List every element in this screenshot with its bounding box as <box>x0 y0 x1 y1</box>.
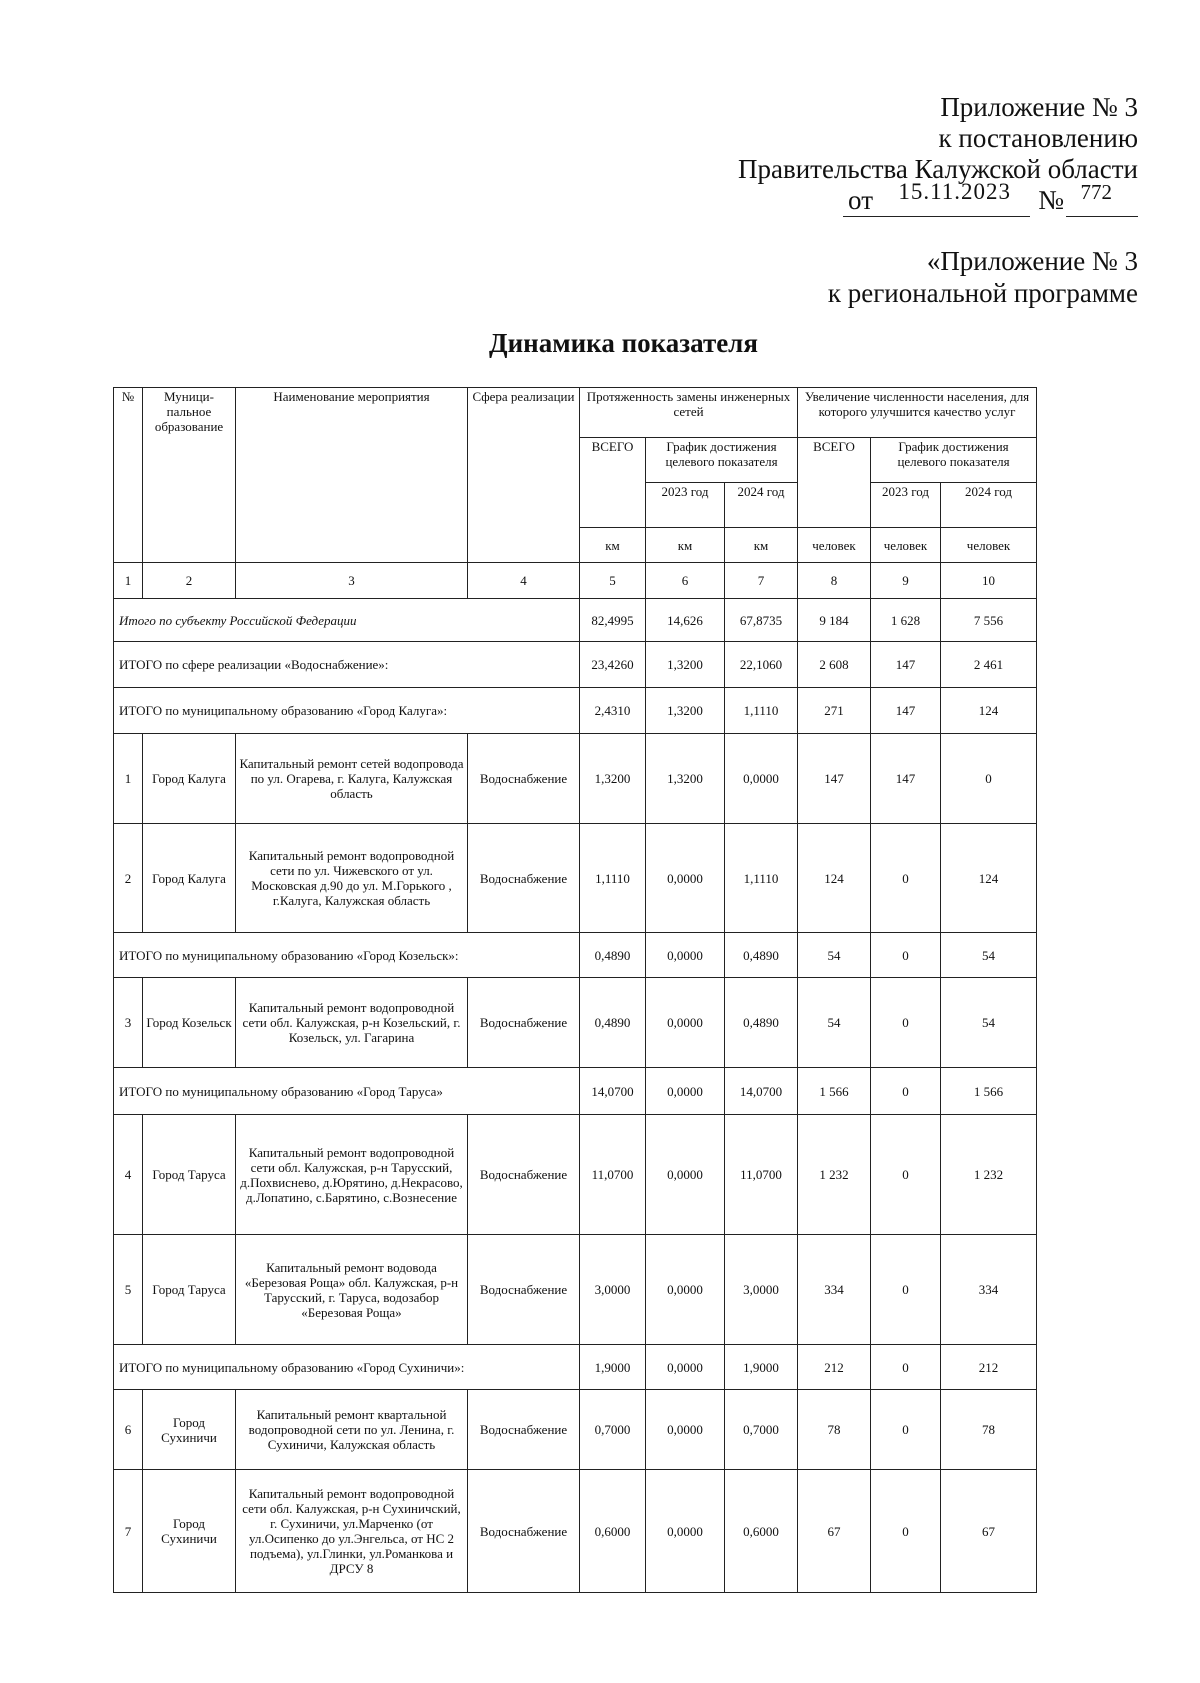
length-total-cell: 0,6000 <box>580 1470 646 1593</box>
sphere-cell: Водоснабжение <box>468 1470 580 1593</box>
header-length-2024: 2024 год <box>725 483 798 528</box>
length-total-cell: 82,4995 <box>580 599 646 642</box>
population-2023-cell: 147 <box>871 642 941 688</box>
municipality-cell: Город Козельск <box>143 978 236 1068</box>
municipality-cell: Город Калуга <box>143 734 236 824</box>
length-total-cell: 0,7000 <box>580 1390 646 1470</box>
subtotal-row <box>114 642 1037 688</box>
length-2023-cell: 0,0000 <box>646 1068 725 1115</box>
event-cell: Капитальный ремонт водопроводной сети по ул. Чижевского от ул. Московская д.90 до ул. М.Горького , г.Калуга, Калужская область <box>236 824 468 933</box>
header-population-group: Увеличение численности населения, для которого улучшится качество услуг <box>798 388 1037 438</box>
population-2024-cell: 1 566 <box>941 1068 1037 1115</box>
document-title: Динамика показателя <box>489 328 758 358</box>
municipality-cell: Город Таруса <box>143 1115 236 1235</box>
length-2023-cell: 14,626 <box>646 599 725 642</box>
length-total-cell: 11,0700 <box>580 1115 646 1235</box>
subtotal-label: ИТОГО по сфере реализации «Водоснабжение»: <box>114 642 580 688</box>
population-2023-cell: 147 <box>871 734 941 824</box>
date-underline <box>843 216 1030 217</box>
header-length-group: Протяженность замены инженерных сетей <box>580 388 798 438</box>
column-number-row <box>114 563 1037 599</box>
length-2023-cell: 0,0000 <box>646 1390 725 1470</box>
from-label: от <box>848 185 873 215</box>
length-2024-cell: 0,0000 <box>725 734 798 824</box>
length-2023-cell: 1,3200 <box>646 642 725 688</box>
length-total-cell: 23,4260 <box>580 642 646 688</box>
column-number: 8 <box>798 563 871 599</box>
header-line-decree: к постановлению <box>938 123 1138 153</box>
column-number: 9 <box>871 563 941 599</box>
header-population-2023: 2023 год <box>871 483 941 528</box>
population-2024-cell: 334 <box>941 1235 1037 1345</box>
header-population-total: ВСЕГО <box>798 438 871 528</box>
unit-people-total: человек <box>798 528 871 563</box>
population-total-cell: 147 <box>798 734 871 824</box>
event-cell: Капитальный ремонт водопроводной сети обл. Калужская, р-н Тарусский, д.Похвиснево, д.Юрятино, д.Некрасово, д.Лопатино, с.Барятино, с.Вознесение <box>236 1115 468 1235</box>
unit-people-2024: человек <box>941 528 1037 563</box>
length-2023-cell: 0,0000 <box>646 978 725 1068</box>
population-2024-cell: 54 <box>941 933 1037 978</box>
header-population-2024: 2024 год <box>941 483 1037 528</box>
date-number-line <box>738 179 1138 225</box>
subtotal-label: ИТОГО по муниципальному образованию «Город Калуга»: <box>114 688 580 734</box>
municipality-cell: Город Сухиничи <box>143 1470 236 1593</box>
length-total-cell: 14,0700 <box>580 1068 646 1115</box>
municipality-cell: Город Таруса <box>143 1235 236 1345</box>
sphere-cell: Водоснабжение <box>468 1390 580 1470</box>
column-number: 1 <box>114 563 143 599</box>
length-2024-cell: 1,9000 <box>725 1345 798 1390</box>
population-2024-cell: 2 461 <box>941 642 1037 688</box>
length-2024-cell: 3,0000 <box>725 1235 798 1345</box>
population-2024-cell: 78 <box>941 1390 1037 1470</box>
subtotal-row <box>114 688 1037 734</box>
header-line-appendix: Приложение № 3 <box>940 92 1138 122</box>
length-total-cell: 1,1110 <box>580 824 646 933</box>
subtotal-label: ИТОГО по муниципальному образованию «Город Козельск»: <box>114 933 580 978</box>
unit-km-total: км <box>580 528 646 563</box>
length-2024-cell: 11,0700 <box>725 1115 798 1235</box>
population-2023-cell: 0 <box>871 978 941 1068</box>
header-population-schedule: График достижения целевого показателя <box>871 438 1037 483</box>
population-2023-cell: 0 <box>871 1390 941 1470</box>
row-number: 4 <box>114 1115 143 1235</box>
length-total-cell: 2,4310 <box>580 688 646 734</box>
table-row <box>114 1115 1037 1235</box>
length-total-cell: 3,0000 <box>580 1235 646 1345</box>
decree-date: 15.11.2023 <box>898 179 1011 204</box>
column-number: 6 <box>646 563 725 599</box>
row-number: 1 <box>114 734 143 824</box>
population-2023-cell: 0 <box>871 933 941 978</box>
length-2023-cell: 0,0000 <box>646 1470 725 1593</box>
row-number: 7 <box>114 1470 143 1593</box>
unit-people-2023: человек <box>871 528 941 563</box>
row-number: 3 <box>114 978 143 1068</box>
population-2024-cell: 1 232 <box>941 1115 1037 1235</box>
population-2023-cell: 0 <box>871 1115 941 1235</box>
decree-number: 772 <box>1080 180 1112 204</box>
population-2023-cell: 0 <box>871 824 941 933</box>
header-length-total: ВСЕГО <box>580 438 646 528</box>
length-2024-cell: 67,8735 <box>725 599 798 642</box>
indicator-table <box>113 387 1037 1593</box>
population-2023-cell: 0 <box>871 1345 941 1390</box>
population-total-cell: 271 <box>798 688 871 734</box>
header-length-schedule: График достижения целевого показателя <box>646 438 798 483</box>
population-2023-cell: 0 <box>871 1068 941 1115</box>
municipality-cell: Город Калуга <box>143 824 236 933</box>
header-sphere: Сфера реализации <box>468 388 580 563</box>
length-2024-cell: 14,0700 <box>725 1068 798 1115</box>
column-number: 3 <box>236 563 468 599</box>
length-2023-cell: 0,0000 <box>646 824 725 933</box>
population-total-cell: 9 184 <box>798 599 871 642</box>
header-row-1 <box>114 388 1037 438</box>
column-number: 5 <box>580 563 646 599</box>
length-2023-cell: 0,0000 <box>646 1235 725 1345</box>
population-total-cell: 2 608 <box>798 642 871 688</box>
event-cell: Капитальный ремонт водопроводной сети обл. Калужская, р-н Козельский, г. Козельск, ул. Гагарина <box>236 978 468 1068</box>
length-2024-cell: 22,1060 <box>725 642 798 688</box>
length-total-cell: 0,4890 <box>580 978 646 1068</box>
table-row <box>114 1390 1037 1470</box>
event-cell: Капитальный ремонт квартальной водопроводной сети по ул. Ленина, г. Сухиничи, Калужская область <box>236 1390 468 1470</box>
population-2024-cell: 67 <box>941 1470 1037 1593</box>
population-total-cell: 67 <box>798 1470 871 1593</box>
appendix-line-2: к региональной программе <box>827 278 1138 308</box>
sphere-cell: Водоснабжение <box>468 978 580 1068</box>
subtotal-label: Итого по субъекту Российской Федерации <box>114 599 580 642</box>
sphere-cell: Водоснабжение <box>468 824 580 933</box>
population-total-cell: 54 <box>798 978 871 1068</box>
population-2023-cell: 0 <box>871 1470 941 1593</box>
row-number: 5 <box>114 1235 143 1345</box>
length-2023-cell: 0,0000 <box>646 933 725 978</box>
sphere-cell: Водоснабжение <box>468 734 580 824</box>
population-total-cell: 334 <box>798 1235 871 1345</box>
sphere-cell: Водоснабжение <box>468 1235 580 1345</box>
subtotal-row <box>114 1345 1037 1390</box>
sphere-cell: Водоснабжение <box>468 1115 580 1235</box>
length-2024-cell: 0,7000 <box>725 1390 798 1470</box>
length-2024-cell: 0,4890 <box>725 978 798 1068</box>
subtotal-label: ИТОГО по муниципальному образованию «Город Таруса» <box>114 1068 580 1115</box>
header-num: № <box>114 388 143 563</box>
subtotal-row <box>114 599 1037 642</box>
unit-km-2023: км <box>646 528 725 563</box>
event-cell: Капитальный ремонт водопроводной сети обл. Калужская, р-н Сухиничский, г. Сухиничи, ул.Марченко (от ул.Осипенко до ул.Энгельса, от НС 2 подъема), ул.Глинки, ул.Романкова и ДРСУ 8 <box>236 1470 468 1593</box>
length-total-cell: 1,9000 <box>580 1345 646 1390</box>
column-number: 7 <box>725 563 798 599</box>
length-2024-cell: 1,1110 <box>725 824 798 933</box>
row-number: 6 <box>114 1390 143 1470</box>
row-number: 2 <box>114 824 143 933</box>
appendix-line-1: «Приложение № 3 <box>926 246 1138 276</box>
population-2024-cell: 0 <box>941 734 1037 824</box>
table-row <box>114 734 1037 824</box>
number-underline <box>1066 216 1138 217</box>
column-number: 2 <box>143 563 236 599</box>
table-row <box>114 1470 1037 1593</box>
population-2024-cell: 124 <box>941 824 1037 933</box>
table-row <box>114 978 1037 1068</box>
column-number: 4 <box>468 563 580 599</box>
header-line-government: Правительства Калужской области <box>737 154 1138 184</box>
population-2024-cell: 54 <box>941 978 1037 1068</box>
table-row <box>114 824 1037 933</box>
decree-reference <box>738 92 1138 225</box>
header-municipality: Муници-пальное образование <box>143 388 236 563</box>
length-2023-cell: 1,3200 <box>646 688 725 734</box>
population-total-cell: 124 <box>798 824 871 933</box>
population-total-cell: 54 <box>798 933 871 978</box>
population-2023-cell: 0 <box>871 1235 941 1345</box>
population-2024-cell: 7 556 <box>941 599 1037 642</box>
subtotal-label: ИТОГО по муниципальному образованию «Город Сухиничи»: <box>114 1345 580 1390</box>
header-event: Наименование мероприятия <box>236 388 468 563</box>
population-total-cell: 1 566 <box>798 1068 871 1115</box>
number-label: № <box>1038 185 1064 215</box>
population-total-cell: 1 232 <box>798 1115 871 1235</box>
length-2024-cell: 0,6000 <box>725 1470 798 1593</box>
length-2023-cell: 0,0000 <box>646 1115 725 1235</box>
subtotal-row <box>114 933 1037 978</box>
length-2023-cell: 1,3200 <box>646 734 725 824</box>
table-row <box>114 1235 1037 1345</box>
subtotal-row <box>114 1068 1037 1115</box>
unit-km-2024: км <box>725 528 798 563</box>
length-2023-cell: 0,0000 <box>646 1345 725 1390</box>
length-2024-cell: 0,4890 <box>725 933 798 978</box>
column-number: 10 <box>941 563 1037 599</box>
length-2024-cell: 1,1110 <box>725 688 798 734</box>
header-length-2023: 2023 год <box>646 483 725 528</box>
population-2023-cell: 147 <box>871 688 941 734</box>
length-total-cell: 1,3200 <box>580 734 646 824</box>
population-total-cell: 212 <box>798 1345 871 1390</box>
event-cell: Капитальный ремонт водовода «Березовая Роща» обл. Калужская, р-н Тарусский, г. Таруса, водозабор «Березовая Роща» <box>236 1235 468 1345</box>
appendix-reference <box>828 245 1138 309</box>
population-2024-cell: 212 <box>941 1345 1037 1390</box>
length-total-cell: 0,4890 <box>580 933 646 978</box>
population-total-cell: 78 <box>798 1390 871 1470</box>
population-2024-cell: 124 <box>941 688 1037 734</box>
event-cell: Капитальный ремонт сетей водопровода по ул. Огарева, г. Калуга, Калужская область <box>236 734 468 824</box>
municipality-cell: Город Сухиничи <box>143 1390 236 1470</box>
population-2023-cell: 1 628 <box>871 599 941 642</box>
